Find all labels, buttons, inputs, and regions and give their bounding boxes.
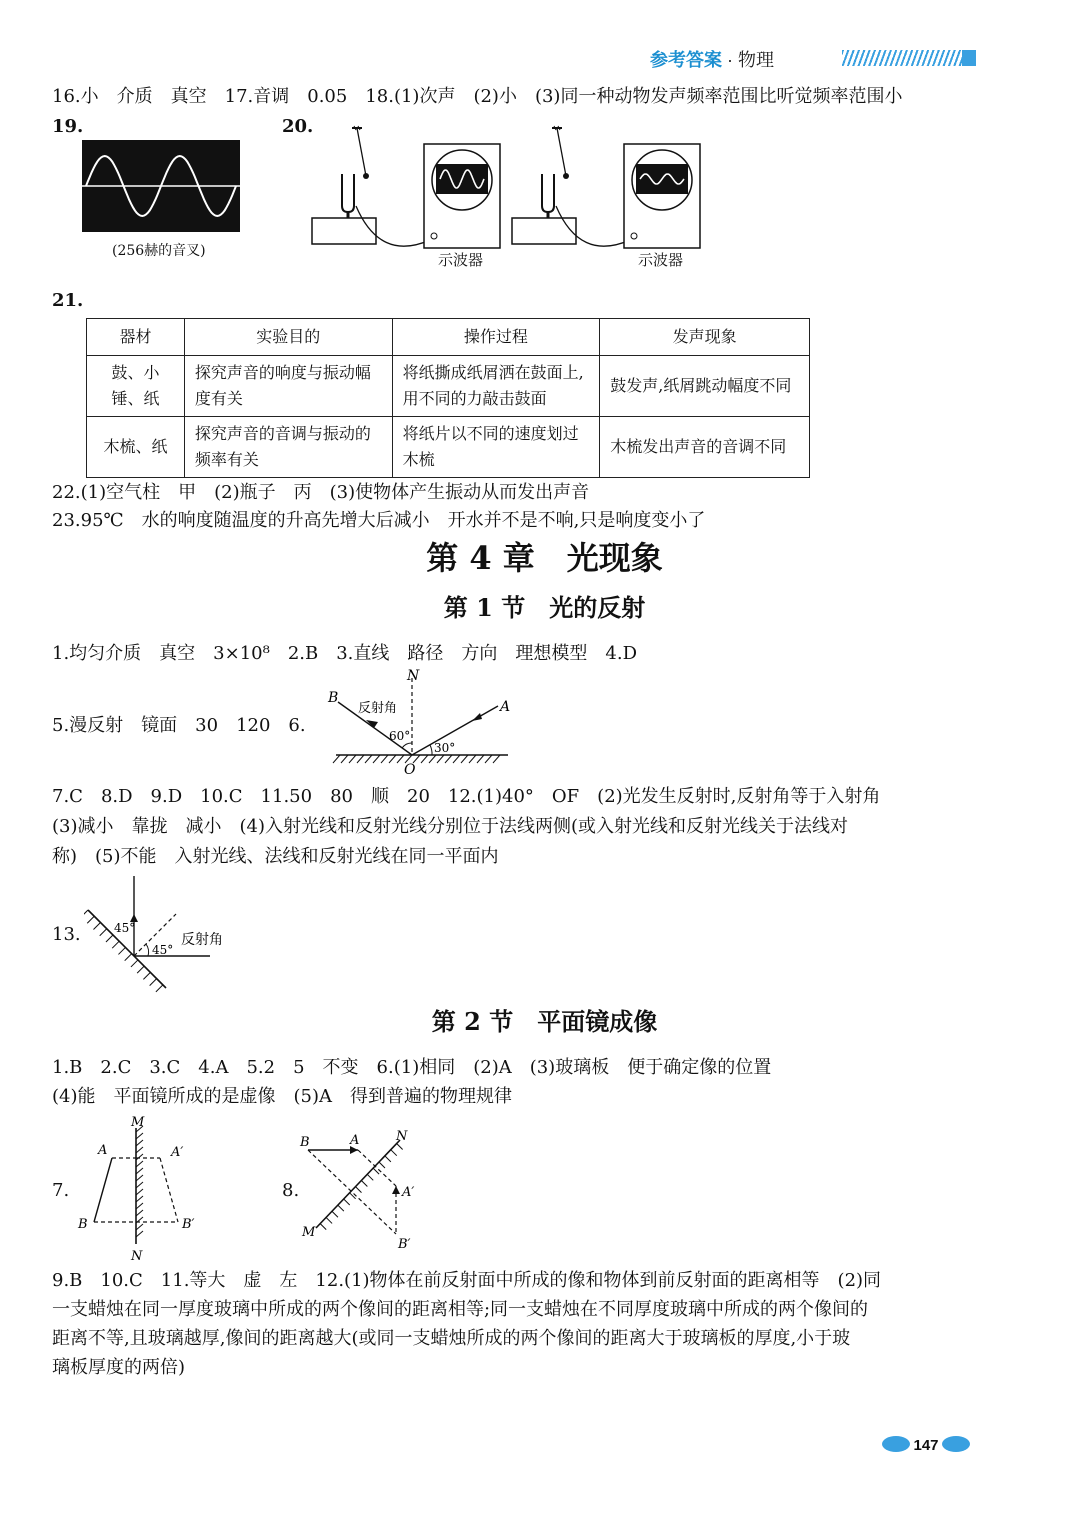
- label-N: N: [407, 668, 420, 684]
- header-answer: 参考答案: [650, 50, 722, 70]
- answer-line-22: 22.(1)空气柱 甲 (2)瓶子 丙 (3)使物体产生振动从而发出声音: [52, 482, 590, 503]
- angle-label: 反射角: [358, 701, 398, 716]
- reflection-angle-label: 反射角: [181, 932, 223, 948]
- angle-60: 60°: [389, 729, 411, 743]
- section-2-line-9c: 距离不等,且玻璃越厚,像间的距离越大(或同一支蜡烛所成的两个像间的距离大于玻璃板的厚度,小于玻: [52, 1328, 851, 1349]
- section-2-line-9b: 一支蜡烛在同一厚度玻璃中所成的两个像间的距离相等;同一支蜡烛在不同厚度玻璃中所成的两个像间的: [52, 1299, 869, 1320]
- table-cell: 鼓发声,纸屑跳动幅度不同: [600, 356, 810, 417]
- section-1-title: 第 1 节 光的反射: [443, 593, 646, 622]
- waveform-figure-19: [82, 140, 240, 232]
- header-subject: 物理: [738, 50, 775, 70]
- angle-45-upper: 45°: [114, 921, 136, 935]
- section-1-line-7: 7.C 8.D 9.D 10.C 11.50 80 顺 20 12.(1)40° OF (2)光发生反射时,反射角等于入射角: [52, 786, 881, 807]
- answer-line-16-18: 16.小 介质 真空 17.音调 0.05 18.(1)次声 (2)小 (3)同一种动物发声频率范围比听觉频率范围小: [52, 86, 903, 107]
- table-header: 器材: [87, 319, 185, 356]
- table-cell: 木梳、纸: [87, 417, 185, 478]
- header-stripe-end: [962, 50, 976, 66]
- oscilloscope-caption-2: 示波器: [638, 251, 684, 269]
- experiment-table: [86, 318, 810, 478]
- table-row: [87, 356, 810, 417]
- reflection-figure-13: [84, 872, 244, 994]
- label-A: A: [98, 1143, 108, 1158]
- question-19-label: 19.: [52, 116, 84, 137]
- label-B: B: [300, 1135, 310, 1150]
- question-7-label: 7.: [52, 1180, 70, 1201]
- reflection-figure-6: [322, 668, 522, 780]
- label-M: M: [302, 1225, 316, 1240]
- page-number-badge: [880, 1432, 970, 1456]
- section-1-line-5: 5.漫反射 镜面 30 120 6.: [52, 715, 306, 736]
- mirror-image-figure-8: [296, 1124, 426, 1256]
- chapter-title: 第 4 章 光现象: [426, 539, 663, 577]
- table-header: 实验目的: [184, 319, 392, 356]
- table-cell: 将纸片以不同的速度划过木梳: [392, 417, 600, 478]
- label-A-prime: A′: [171, 1145, 184, 1160]
- section-1-line-7b: (3)减小 靠拢 减小 (4)入射光线和反射光线分别位于法线两侧(或入射光线和反射光线关于法线对: [52, 816, 849, 837]
- header-title: [650, 46, 774, 72]
- label-N: N: [396, 1129, 408, 1144]
- table-header-row: [87, 319, 810, 356]
- question-20-label: 20.: [282, 116, 314, 137]
- table-cell: 将纸撕成纸屑洒在鼓面上,用不同的力敲击鼓面: [392, 356, 600, 417]
- label-B: B: [78, 1217, 88, 1232]
- section-2-line-9d: 璃板厚度的两倍): [52, 1357, 186, 1378]
- section-1-line-1: 1.均匀介质 真空 3×10⁸ 2.B 3.直线 路径 方向 理想模型 4.D: [52, 643, 638, 664]
- section-2-line-1: 1.B 2.C 3.C 4.A 5.2 5 不变 6.(1)相同 (2)A (3)玻璃板 便于确定像的位置: [52, 1057, 772, 1078]
- label-N: N: [131, 1249, 143, 1264]
- section-1-line-7c: 称) (5)不能 入射光线、法线和反射光线在同一平面内: [52, 846, 499, 867]
- label-A: A: [350, 1133, 360, 1148]
- table-cell: 木梳发出声音的音调不同: [600, 417, 810, 478]
- header-stripes: [842, 50, 972, 66]
- angle-30: 30°: [434, 741, 456, 755]
- table-row: [87, 417, 810, 478]
- table-header: 操作过程: [392, 319, 600, 356]
- question-8-label: 8.: [282, 1180, 300, 1201]
- section-2-title: 第 2 节 平面镜成像: [431, 1007, 658, 1036]
- label-A: A: [500, 699, 511, 715]
- label-A-prime: A′: [402, 1185, 415, 1200]
- angle-45-lower: 45°: [152, 943, 174, 957]
- label-B-prime: B′: [398, 1237, 411, 1252]
- label-M: M: [131, 1115, 145, 1130]
- section-2-line-9a: 9.B 10.C 11.等大 虚 左 12.(1)物体在前反射面中所成的像和物体到前反射面的距离相等 (2)同: [52, 1270, 882, 1291]
- table-header: 发声现象: [600, 319, 810, 356]
- table-cell: 鼓、小锤、纸: [87, 356, 185, 417]
- label-B: B: [328, 690, 339, 706]
- section-2-line-2: (4)能 平面镜所成的是虚像 (5)A 得到普遍的物理规律: [52, 1086, 512, 1107]
- answer-line-23: 23.95℃ 水的响度随温度的升高先增大后减小 开水并不是不响,只是响度变小了: [52, 510, 706, 531]
- label-O: O: [404, 762, 416, 778]
- tuning-fork-oscilloscope-figure: [300, 122, 720, 254]
- page-number: 147: [913, 1437, 939, 1454]
- label-B-prime: B′: [182, 1217, 195, 1232]
- table-cell: 探究声音的音调与振动的频率有关: [184, 417, 392, 478]
- header-dot: ·: [727, 50, 734, 70]
- oscilloscope-caption-1: 示波器: [438, 251, 484, 269]
- caption-19: (256赫的音叉): [112, 243, 206, 259]
- table-cell: 探究声音的响度与振动幅度有关: [184, 356, 392, 417]
- mirror-image-figure-7: [76, 1112, 206, 1264]
- question-21-label: 21.: [52, 290, 84, 311]
- question-13-label: 13.: [52, 924, 81, 945]
